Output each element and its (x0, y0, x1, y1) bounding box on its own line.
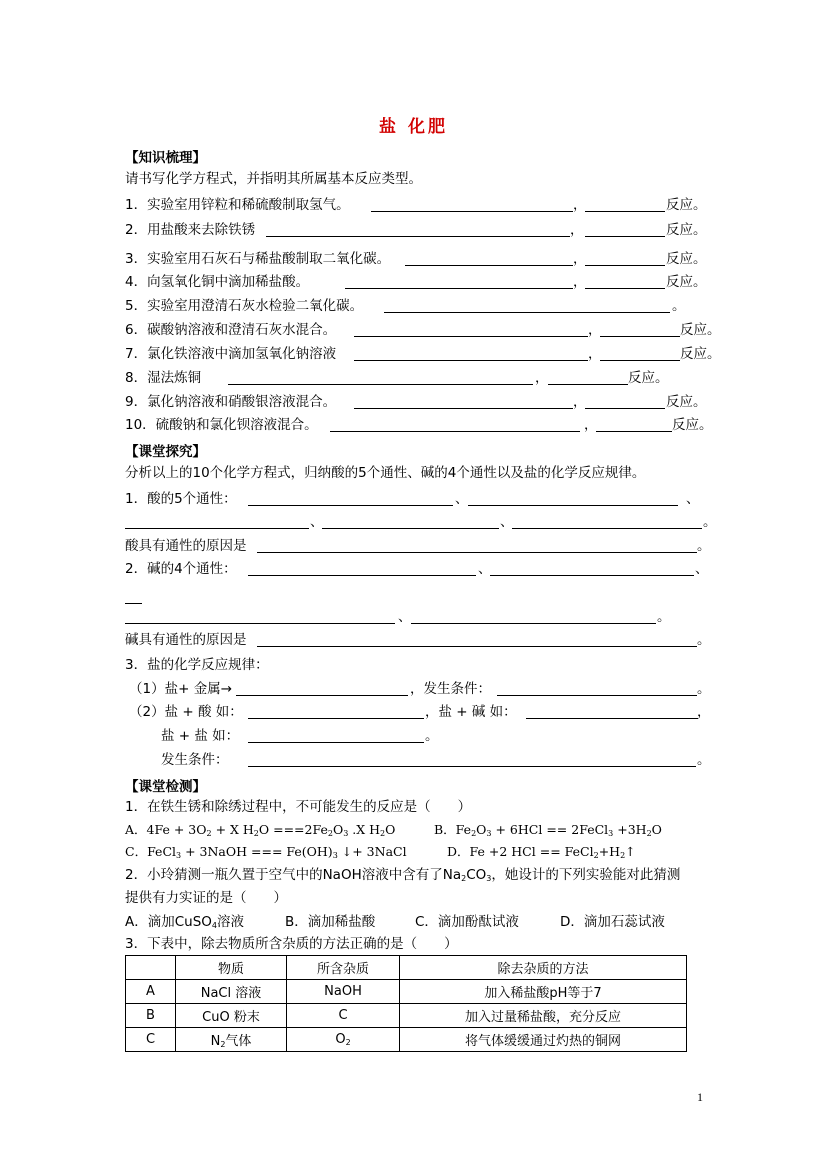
exercise-item-3: 3．实验室用石灰石与稀盐酸制取二氧化碳。 (125, 251, 391, 267)
comma: ， (588, 322, 602, 338)
reaction-type-blank[interactable] (585, 265, 665, 266)
condition-label: ，发生条件： (410, 681, 491, 697)
period: 。 (697, 681, 711, 697)
exercise-item-9: 9．氯化钠溶液和硝酸银溶液混合。 (125, 394, 337, 410)
q2-option-a[interactable]: A．滴加CuSO$_4$溶液 (125, 914, 245, 930)
reaction-suffix: 反应。 (666, 394, 707, 410)
comma: ， (584, 417, 598, 433)
table-row (126, 980, 687, 1004)
question-1: 1．在铁生锈和除绣过程中，不可能发生的反应是（ ） (125, 799, 472, 815)
equation-blank[interactable] (345, 288, 573, 289)
reaction-type-blank[interactable] (596, 431, 672, 432)
table-cell: $N_2$气体 (176, 1028, 287, 1052)
base-reason-label: 碱具有通性的原因是 (125, 632, 247, 648)
reaction-suffix: 反应。 (672, 417, 713, 433)
exercise-item-2: 2．用盐酸来去除铁锈 (125, 222, 256, 238)
comma: ， (570, 222, 584, 238)
salt-salt-label: 盐 + 盐 如： (161, 728, 240, 744)
answer-blank[interactable] (257, 646, 697, 647)
table-header-row (126, 956, 687, 980)
answer-blank[interactable] (322, 528, 499, 529)
equation-blank[interactable] (384, 312, 670, 313)
exercise-item-8: 8．湿法炼铜 (125, 370, 202, 386)
table-cell: A (126, 980, 176, 1004)
comma: ， (573, 274, 587, 290)
exercise-item-10: 10．硫酸钠和氯化钡溶液混合。 (125, 417, 318, 433)
exercise-item-5: 5．实验室用澄清石灰水检验二氧化碳。 (125, 298, 364, 314)
answer-blank[interactable] (236, 695, 408, 696)
question-2-cont: 提供有力实证的是（ ） (125, 890, 287, 906)
equation-blank[interactable] (354, 408, 573, 409)
separator: 、 (455, 491, 469, 507)
table-cell: 将气体缓缓通过灼热的铜网 (400, 1028, 687, 1052)
table-cell: CuO 粉末 (176, 1004, 287, 1028)
comma: ， (588, 346, 602, 362)
reaction-type-blank[interactable] (585, 211, 665, 212)
acid-label: 1．酸的5个通性： (125, 491, 237, 507)
q1-option-b[interactable]: B．$Fe_2O_3 + 6HCl$ == 2FeCl$_3$ $+3H_2O$ (434, 822, 662, 838)
salt-metal-label: （1）盐+ 金属→ (129, 681, 233, 697)
salt-base-label: ，盐 + 碱 如： (425, 704, 517, 720)
reaction-type-blank[interactable] (585, 236, 665, 237)
table-cell: $O_2$ (287, 1028, 400, 1052)
separator: 、 (310, 514, 324, 530)
separator: 、 (500, 514, 514, 530)
table-row (126, 1004, 687, 1028)
equation-blank[interactable] (266, 236, 570, 237)
reaction-suffix: 反应。 (666, 274, 707, 290)
q2-option-c[interactable]: C．滴加酚酞试液 (415, 914, 519, 930)
question-3: 3．下表中，除去物质所含杂质的方法正确的是（ ） (125, 936, 458, 952)
table-cell: C (126, 1028, 176, 1052)
period: 。 (697, 632, 711, 648)
answer-blank[interactable] (248, 718, 424, 719)
q2-option-b[interactable]: B．滴加稀盐酸 (285, 914, 376, 930)
answer-blank[interactable] (411, 623, 656, 624)
period: 。 (697, 538, 711, 554)
answer-blank[interactable] (125, 623, 395, 624)
exercise-item-4: 4．向氢氧化铜中滴加稀盐酸。 (125, 274, 310, 290)
period: 。 (657, 609, 671, 625)
reaction-suffix: 反应。 (666, 251, 707, 267)
answer-blank[interactable] (257, 552, 697, 553)
equation-blank[interactable] (354, 336, 588, 337)
table-cell: B (126, 1004, 176, 1028)
q1-option-d[interactable]: D．Fe +2 HCl == $FeCl_2+H_2↑$ (447, 844, 636, 860)
answer-blank[interactable] (526, 718, 698, 719)
page-title: 盐 化肥 (379, 117, 448, 137)
salt-acid-label: （2）盐 + 酸 如： (129, 704, 243, 720)
exercise-item-6: 6．碳酸钠溶液和澄清石灰水混合。 (125, 322, 337, 338)
reaction-suffix: 反应。 (680, 322, 721, 338)
acid-reason-label: 酸具有通性的原因是 (125, 538, 247, 554)
comma: ， (573, 251, 587, 267)
separator: 、 (686, 491, 700, 507)
reaction-type-blank[interactable] (600, 360, 680, 361)
salt-label: 3．盐的化学反应规律： (125, 657, 269, 673)
answer-blank[interactable] (468, 505, 678, 506)
answer-blank[interactable] (490, 575, 694, 576)
table-header-cell: 所含杂质 (287, 956, 400, 980)
q1-option-a[interactable]: A．$4Fe + 3O_2 + X$ $H_2O ===2Fe_2O_3$ .X $H_2O$ (125, 822, 396, 838)
table-header-cell: 除去杂质的方法 (400, 956, 687, 980)
section-intro: 请书写化学方程式，并指明其所属基本反应类型。 (125, 171, 422, 187)
answer-blank[interactable] (248, 575, 476, 576)
equation-blank[interactable] (371, 211, 573, 212)
base-label: 2．碱的4个通性： (125, 561, 237, 577)
question-2: 2．小玲猜测一瓶久置于空气中的NaOH溶液中含有了$Na_2CO_3$，她设计的下列实验能对此猜测 (125, 867, 681, 883)
comma: ， (573, 394, 587, 410)
section-heading-knowledge: 【知识梳理】 (125, 150, 206, 166)
table-row (126, 1028, 687, 1052)
table-cell: NaOH (287, 980, 400, 1004)
table-cell: C (287, 1004, 400, 1028)
reaction-suffix: 反应。 (680, 346, 721, 362)
reaction-suffix: 反应。 (628, 370, 669, 386)
separator: 、 (398, 609, 412, 625)
condition-label: 发生条件： (161, 752, 229, 768)
answer-blank[interactable] (125, 528, 309, 529)
exercise-item-1: 1．实验室用锌粒和稀硫酸制取氢气。 (125, 197, 350, 213)
answer-blank[interactable] (512, 528, 702, 529)
reaction-suffix: 反应。 (666, 197, 707, 213)
section-heading-explore: 【课堂探究】 (125, 444, 206, 460)
table-cell: 加入过量稀盐酸，充分反应 (400, 1004, 687, 1028)
answer-blank[interactable] (125, 603, 142, 604)
reaction-type-blank[interactable] (585, 408, 665, 409)
reaction-type-blank[interactable] (600, 336, 680, 337)
period: 。 (672, 298, 686, 314)
section-heading-test: 【课堂检测】 (125, 779, 206, 795)
q1-option-c[interactable]: C．FeCl$_3$ + 3NaOH === $Fe(OH)_3$ ↓+ 3NaCl (125, 844, 407, 860)
table-cell: NaCl 溶液 (176, 980, 287, 1004)
explore-intro: 分析以上的10个化学方程式，归纳酸的5个通性、碱的4个通性以及盐的化学反应规律。 (125, 465, 646, 481)
equation-blank[interactable] (228, 384, 533, 385)
period: 。 (425, 728, 439, 744)
page-number: 1 (697, 1090, 703, 1104)
equation-blank[interactable] (330, 431, 580, 432)
comma: ， (535, 370, 549, 386)
q2-option-d[interactable]: D．滴加石蕊试液 (560, 914, 665, 930)
answer-blank[interactable] (497, 695, 697, 696)
reaction-suffix: 反应。 (666, 222, 707, 238)
exercise-item-7: 7．氯化铁溶液中滴加氢氧化钠溶液 (125, 346, 337, 362)
answer-blank[interactable] (248, 766, 696, 767)
comma: ， (573, 197, 587, 213)
equation-blank[interactable] (405, 265, 573, 266)
table-cell: 加入稀盐酸pH等于7 (400, 980, 687, 1004)
answer-blank[interactable] (248, 505, 453, 506)
table-header-cell: 物质 (176, 956, 287, 980)
equation-blank[interactable] (354, 360, 588, 361)
table-header-cell (126, 956, 176, 980)
comma: ， (697, 704, 711, 720)
separator: 、 (695, 561, 709, 577)
answer-blank[interactable] (248, 742, 424, 743)
period: 。 (703, 514, 717, 530)
period: 。 (697, 752, 711, 768)
reaction-type-blank[interactable] (548, 384, 628, 385)
impurity-table (125, 955, 687, 1052)
separator: 、 (478, 561, 492, 577)
reaction-type-blank[interactable] (585, 288, 665, 289)
